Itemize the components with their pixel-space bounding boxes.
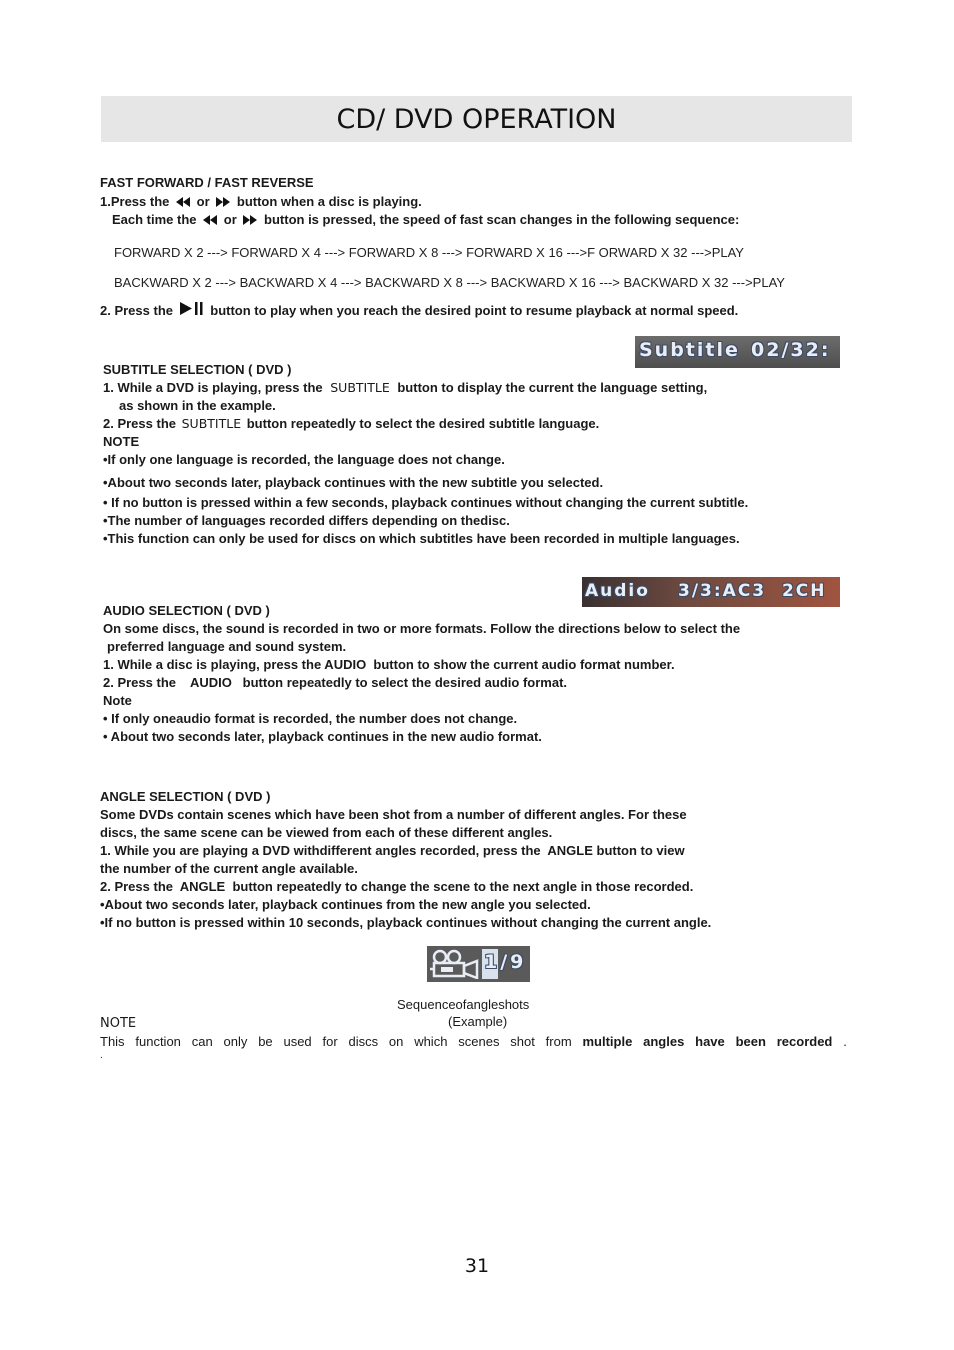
note-word-bold: multiple bbox=[582, 1034, 633, 1049]
note-word: for bbox=[322, 1034, 338, 1049]
subtitle-note-item: •If only one language is recorded, the language does not change. bbox=[103, 452, 505, 467]
note-word-bold: angles bbox=[643, 1034, 685, 1049]
angle-line: the number of the current angle available. bbox=[100, 861, 358, 876]
angle-line: 2. Press the ANGLE button repeatedly to change the scene to the next angle in those recorded. bbox=[100, 879, 694, 894]
audio-heading: AUDIO SELECTION ( DVD ) bbox=[103, 603, 270, 618]
note-word: used bbox=[283, 1034, 312, 1049]
subtitle-osd-example bbox=[635, 336, 840, 368]
audio-intro-2: preferred language and sound system. bbox=[107, 639, 347, 654]
angle-osd-example bbox=[427, 946, 530, 982]
audio-osd-label: Audio bbox=[585, 581, 650, 601]
angle-line: Some DVDs contain scenes which have been shot from a number of different angles. For these bbox=[100, 807, 687, 822]
audio-intro-1: On some discs, the sound is recorded in two or more formats. Follow the directions below to select the bbox=[103, 621, 741, 636]
note-word: only bbox=[223, 1034, 248, 1049]
note-word: on bbox=[388, 1034, 404, 1049]
subtitle-note-item: •About two seconds later, playback continues with the new subtitle you selected. bbox=[103, 475, 604, 490]
note-word: can bbox=[191, 1034, 213, 1049]
subtitle-note-item: •The number of languages recorded differs depending on thedisc. bbox=[103, 513, 510, 528]
angle-note-heading: NOTE bbox=[100, 1016, 137, 1031]
subtitle-step-1-lead: 1. While a DVD is playing, press the bbox=[103, 380, 323, 395]
angle-caption: Sequenceofangleshots bbox=[397, 997, 530, 1012]
subtitle-key-label: SUBTITLE bbox=[181, 416, 242, 431]
subtitle-key-label: SUBTITLE bbox=[330, 380, 390, 395]
subtitle-note-item: • If no button is pressed within a few seconds, playback continues without changing the current subtitle. bbox=[103, 495, 749, 510]
audio-note-heading: Note bbox=[103, 693, 132, 708]
note-word-bold: have bbox=[695, 1034, 725, 1049]
subtitle-step-2 bbox=[103, 416, 599, 431]
note-word: This bbox=[100, 1034, 125, 1049]
ffr-step-2-tail: button to play when you reach the desired point to resume playback at normal speed. bbox=[210, 303, 739, 318]
backward-sequence: BACKWARD X 2 ---> BACKWARD X 4 ---> BACKWARD X 8 ---> BACKWARD X 16 ---> BACKWARD X 32 --->PLAY bbox=[114, 275, 785, 290]
fast-forward-icon bbox=[216, 194, 230, 209]
ffr-step-1-or: or bbox=[196, 194, 210, 209]
ffr-step-1-detail bbox=[112, 212, 739, 227]
angle-line: 1. While you are playing a DVD withdifferent angles recorded, press the ANGLE button to view bbox=[100, 843, 685, 858]
audio-osd-example bbox=[582, 577, 840, 607]
ffr-step-1-tail: button when a disc is playing. bbox=[236, 194, 422, 209]
angle-line: discs, the same scene can be viewed from each of these different angles. bbox=[100, 825, 553, 840]
ffr-step-1-lead: 1.Press the bbox=[100, 194, 170, 209]
subtitle-note-item: •This function can only be used for discs on which subtitles have been recorded in multiple languages. bbox=[103, 531, 740, 546]
note-word: scenes bbox=[458, 1034, 500, 1049]
note-period: . bbox=[843, 1034, 847, 1049]
angle-line: •About two seconds later, playback continues from the new angle you selected. bbox=[100, 897, 591, 912]
ffr-step-2 bbox=[100, 302, 738, 318]
angle-line: •If no button is pressed within 10 seconds, playback continues without changing the current angle. bbox=[100, 915, 712, 930]
subtitle-step-2-lead: 2. Press the bbox=[103, 416, 176, 431]
subtitle-step-2-tail: button repeatedly to select the desired subtitle language. bbox=[246, 416, 600, 431]
stray-dot: . bbox=[100, 1050, 103, 1061]
subtitle-step-1 bbox=[103, 380, 707, 395]
subtitle-step-1-cont: as shown in the example. bbox=[119, 398, 276, 413]
angle-caption-example: (Example) bbox=[448, 1014, 508, 1029]
page-title: CD/ DVD OPERATION bbox=[336, 104, 617, 135]
camera-icon bbox=[429, 949, 481, 979]
note-word: shot bbox=[510, 1034, 535, 1049]
subtitle-step-1-tail: button to display the current the language setting, bbox=[397, 380, 708, 395]
ffr-step-2-lead: 2. Press the bbox=[100, 303, 173, 318]
fast-forward-icon bbox=[243, 212, 257, 227]
note-word: be bbox=[258, 1034, 273, 1049]
fast-reverse-icon bbox=[203, 212, 217, 227]
note-word: which bbox=[414, 1034, 448, 1049]
angle-osd-value: 1/9 bbox=[484, 951, 527, 973]
angle-heading: ANGLE SELECTION ( DVD ) bbox=[100, 789, 271, 804]
audio-step-2: 2. Press the AUDIO button repeatedly to select the desired audio format. bbox=[103, 675, 568, 690]
angle-note-text bbox=[100, 1034, 847, 1049]
subtitle-note-heading: NOTE bbox=[103, 434, 140, 449]
subtitle-heading: SUBTITLE SELECTION ( DVD ) bbox=[103, 362, 292, 377]
note-word-bold: been bbox=[735, 1034, 766, 1049]
fast-reverse-icon bbox=[176, 194, 190, 209]
note-word: function bbox=[135, 1034, 181, 1049]
audio-note-item: • If only oneaudio format is recorded, the number does not change. bbox=[103, 711, 518, 726]
section-header-bar bbox=[101, 96, 852, 142]
audio-osd-value: 3/3:AC3 2CH bbox=[678, 581, 827, 601]
note-word-bold: recorded bbox=[776, 1034, 833, 1049]
subtitle-osd-label: Subtitle bbox=[639, 339, 740, 361]
note-word: from bbox=[545, 1034, 572, 1049]
ffr-detail-or: or bbox=[223, 212, 237, 227]
audio-step-1: 1. While a disc is playing, press the AUDIO button to show the current audio format number. bbox=[103, 657, 675, 672]
ffr-heading: FAST FORWARD / FAST REVERSE bbox=[100, 175, 314, 190]
audio-note-item: • About two seconds later, playback continues in the new audio format. bbox=[103, 729, 542, 744]
ffr-step-1 bbox=[100, 194, 422, 209]
page-number: 31 bbox=[464, 1255, 490, 1277]
forward-sequence: FORWARD X 2 ---> FORWARD X 4 ---> FORWARD X 8 ---> FORWARD X 16 --->F ORWARD X 32 --->PLAY bbox=[114, 245, 744, 260]
note-word: discs bbox=[348, 1034, 379, 1049]
play-pause-icon bbox=[180, 302, 204, 318]
ffr-detail-tail: button is pressed, the speed of fast scan changes in the following sequence: bbox=[264, 212, 740, 227]
subtitle-osd-value: 02/32: bbox=[751, 339, 831, 361]
ffr-detail-lead: Each time the bbox=[112, 212, 197, 227]
